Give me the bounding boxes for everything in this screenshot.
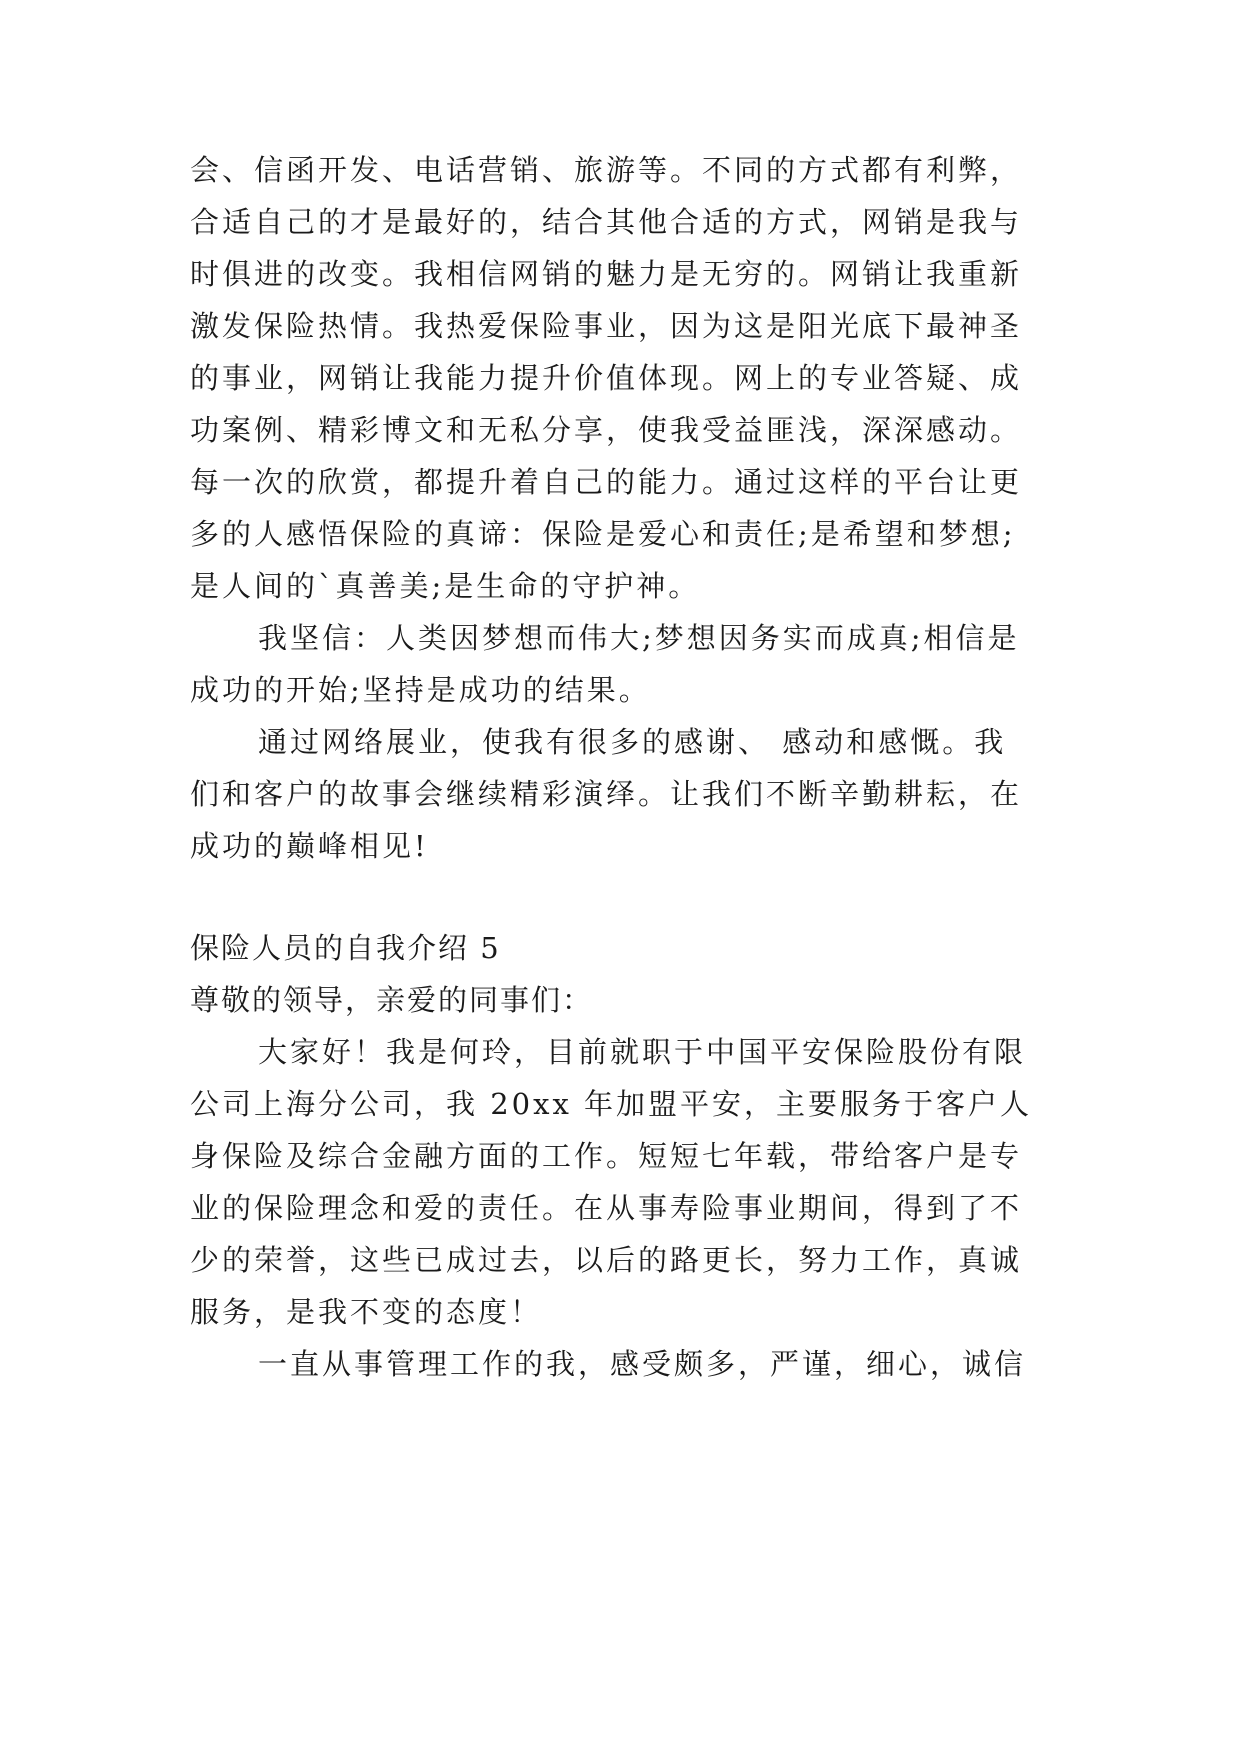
paragraph-line: 多的人感悟保险的真谛：保险是爱心和责任;是希望和梦想;	[190, 517, 1016, 551]
paragraph-line: 的事业，网销让我能力提升价值体现。网上的专业答疑、成	[190, 361, 1023, 395]
paragraph-line: 会、信函开发、电话营销、旅游等。不同的方式都有利弊，	[190, 153, 1023, 187]
paragraph-line: 我坚信：人类因梦想而伟大;梦想因务实而成真;相信是	[258, 621, 1020, 655]
paragraph-line: 通过网络展业，使我有很多的感谢、 感动和感慨。我	[258, 725, 1007, 759]
paragraph-line: 激发保险热情。我热爱保险事业，因为这是阳光底下最神圣	[190, 309, 1023, 343]
paragraph-line: 少的荣誉，这些已成过去，以后的路更长，努力工作，真诚	[190, 1243, 1023, 1277]
paragraph-line: 大家好！我是何玲，目前就职于中国平安保险股份有限	[258, 1035, 1027, 1069]
paragraph-line: 服务，是我不变的态度！	[190, 1295, 543, 1329]
paragraph-line: 合适自己的才是最好的，结合其他合适的方式，网销是我与	[190, 205, 1023, 239]
paragraph-line: 是人间的`真善美;是生命的守护神。	[190, 569, 701, 603]
paragraph-line: 时俱进的改变。我相信网销的魅力是无穷的。网销让我重新	[190, 257, 1023, 291]
paragraph-line: 业的保险理念和爱的责任。在从事寿险事业期间，得到了不	[190, 1191, 1023, 1225]
paragraph-line: 成功的巅峰相见!	[190, 829, 429, 863]
paragraph-line: 每一次的欣赏，都提升着自己的能力。通过这样的平台让更	[190, 465, 1023, 499]
salutation: 尊敬的领导，亲爱的同事们：	[190, 983, 594, 1017]
paragraph-line: 公司上海分公司，我 20xx 年加盟平安，主要服务于客户人	[190, 1087, 1033, 1121]
section-title: 保险人员的自我介绍 5	[190, 931, 501, 965]
paragraph-line: 们和客户的故事会继续精彩演绎。让我们不断辛勤耕耘，在	[190, 777, 1023, 811]
paragraph-line: 成功的开始;坚持是成功的结果。	[190, 673, 651, 707]
paragraph-line: 功案例、精彩博文和无私分享，使我受益匪浅，深深感动。	[190, 413, 1023, 447]
paragraph-line: 一直从事管理工作的我，感受颇多，严谨，细心，诚信	[258, 1347, 1027, 1381]
paragraph-line: 身保险及综合金融方面的工作。短短七年载，带给客户是专	[190, 1139, 1023, 1173]
